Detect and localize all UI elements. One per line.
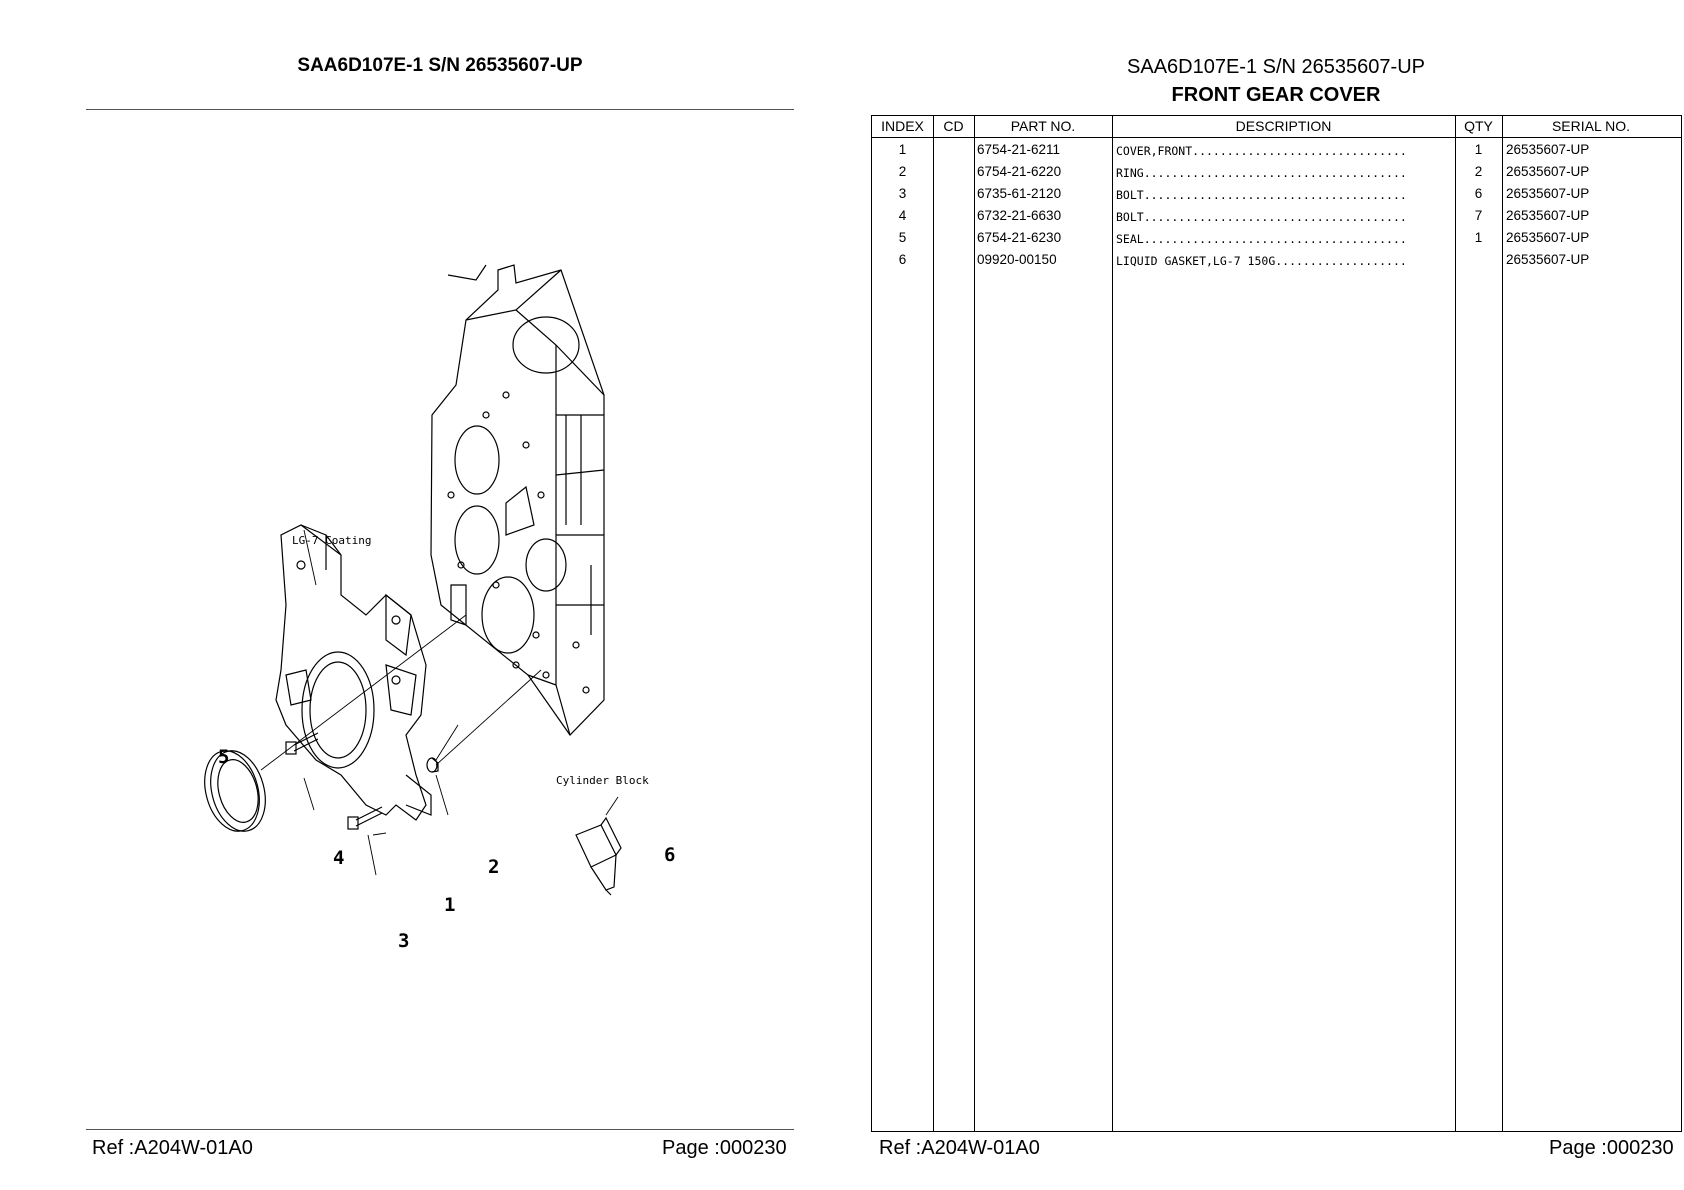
right-footer-page: Page :000230	[1549, 1137, 1674, 1159]
table-row	[872, 161, 1681, 183]
col-header-part-no: PART NO.	[1010, 118, 1076, 134]
callout-4: 4	[333, 847, 345, 869]
serial-cell: 26535607-UP	[1506, 186, 1590, 201]
header-divider	[872, 137, 1681, 138]
description-cell: RING......................................	[1116, 166, 1407, 180]
index-cell: 3	[898, 186, 907, 201]
qty-cell: 1	[1474, 230, 1483, 245]
description-cell: COVER,FRONT...............................	[1116, 144, 1407, 158]
col-header-index: INDEX	[881, 118, 924, 134]
index-cell: 4	[898, 208, 907, 223]
callout-5: 5	[218, 746, 230, 768]
part-no-cell: 6754-21-6211	[977, 142, 1061, 157]
exploded-parts-diagram	[86, 115, 794, 1125]
callout-6: 6	[664, 844, 676, 866]
index-cell: 6	[898, 252, 907, 267]
index-cell: 2	[898, 164, 907, 179]
description-cell: BOLT......................................	[1116, 210, 1407, 224]
cylinder-block-drawing	[431, 265, 604, 735]
seal-drawing	[196, 745, 273, 838]
qty-cell: 1	[1474, 142, 1483, 157]
serial-cell: 26535607-UP	[1506, 230, 1590, 245]
section-title: FRONT GEAR COVER	[1171, 84, 1381, 106]
description-cell: SEAL......................................	[1116, 232, 1407, 246]
callout-2: 2	[488, 856, 500, 878]
qty-cell: 2	[1474, 164, 1483, 179]
left-footer-page: Page :000230	[662, 1137, 787, 1159]
serial-cell: 26535607-UP	[1506, 208, 1590, 223]
index-cell: 1	[898, 142, 907, 157]
assembly-lines	[261, 530, 618, 875]
part-no-cell: 6754-21-6220	[977, 164, 1062, 179]
parts-table	[871, 115, 1682, 1132]
left-footer-ref: Ref :A204W-01A0	[92, 1137, 253, 1159]
cylinder-block-note: Cylinder Block	[556, 774, 649, 787]
liquid-gasket-drawing	[576, 818, 621, 895]
description-cell: BOLT......................................	[1116, 188, 1407, 202]
serial-cell: 26535607-UP	[1506, 164, 1590, 179]
part-no-cell: 6732-21-6630	[977, 208, 1062, 223]
left-footer-rule	[86, 1129, 794, 1130]
left-page-header: SAA6D107E-1 S/N 26535607-UP	[297, 55, 583, 76]
table-row	[872, 249, 1681, 271]
col-header-cd: CD	[943, 118, 964, 134]
qty-cell: 6	[1474, 186, 1483, 201]
callout-1: 1	[444, 894, 456, 916]
col-header-description: DESCRIPTION	[1235, 118, 1332, 134]
left-header-rule	[86, 109, 794, 110]
coating-note: LG-7 Coating	[292, 534, 372, 547]
qty-cell: 7	[1474, 208, 1483, 223]
part-no-cell: 6754-21-6230	[977, 230, 1062, 245]
index-cell: 5	[898, 230, 907, 245]
right-footer-ref: Ref :A204W-01A0	[879, 1137, 1040, 1159]
col-header-serial: SERIAL NO.	[1551, 118, 1631, 134]
right-page-header: SAA6D107E-1 S/N 26535607-UP	[1127, 56, 1425, 78]
col-header-qty: QTY	[1464, 118, 1493, 134]
description-cell: LIQUID GASKET,LG-7 150G...................	[1116, 254, 1407, 268]
bolt-drawings	[286, 733, 438, 829]
table-row	[872, 227, 1681, 249]
callout-3: 3	[398, 930, 410, 952]
front-cover-drawing	[276, 525, 431, 820]
part-no-cell: 09920-00150	[977, 252, 1057, 267]
table-row	[872, 183, 1681, 205]
table-row	[872, 139, 1681, 161]
serial-cell: 26535607-UP	[1506, 142, 1590, 157]
part-no-cell: 6735-61-2120	[977, 186, 1062, 201]
serial-cell: 26535607-UP	[1506, 252, 1590, 267]
table-row	[872, 205, 1681, 227]
